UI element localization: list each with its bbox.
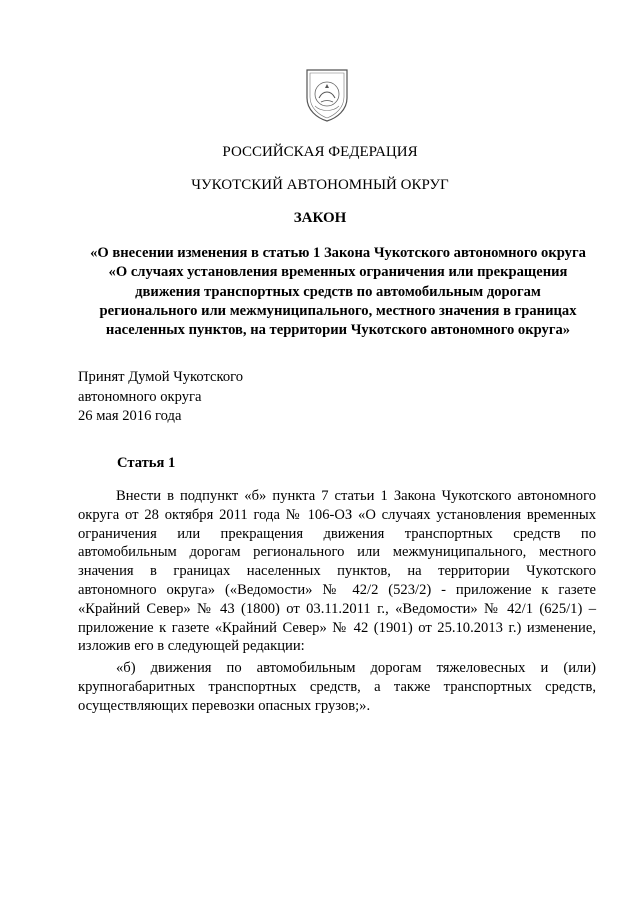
paragraph-line: приложение к газете «Крайний Север» № 42 (1901) от 25.10.2013 г.) изменение,: [78, 619, 596, 636]
title-line: движения транспортных средств по автомобильным дорогам: [135, 283, 541, 300]
country-heading: РОССИЙСКАЯ ФЕДЕРАЦИЯ: [222, 144, 418, 160]
article-heading: Статья 1: [117, 455, 176, 471]
paragraph-line: «б) движения по автомобильным дорогам тяжеловесных и (или): [116, 660, 596, 676]
paragraph-line: ограничения или прекращения движения транспортных средств по: [78, 525, 596, 542]
adoption-line: Принят Думой Чукотского: [78, 369, 244, 385]
adoption-line: автономного округа: [78, 388, 202, 405]
article-paragraph: [78, 487, 596, 656]
title-line: «О внесении изменения в статью 1 Закона Чукотского автономного округа: [90, 245, 586, 261]
coat-of-arms-emblem: [303, 68, 351, 122]
paragraph-line: осуществляющих перевозки опасных грузов;».: [78, 697, 371, 714]
region-heading: ЧУКОТСКИЙ АВТОНОМНЫЙ ОКРУГ: [191, 177, 449, 193]
amendment-text: [78, 659, 596, 715]
title-line: населенных пунктов, на территории Чукотского автономного округа»: [105, 322, 571, 339]
paragraph-line: «Крайний Север» № 43 (1800) от 03.11.2011 г., «Ведомости» № 42/1 (625/1) –: [78, 600, 596, 617]
law-title: [78, 244, 598, 340]
paragraph-line: изложив его в следующей редакции:: [78, 638, 305, 655]
title-line: регионального или межмуниципального, местного значения в границах: [99, 302, 577, 319]
paragraph-line: округа от 28 октября 2011 года № 106-ОЗ «О случаях установления временных: [78, 506, 596, 523]
adoption-date: 26 мая 2016 года: [78, 408, 182, 424]
paragraph-line: значения в границах населенных пунктов, на территории Чукотского: [78, 563, 596, 580]
paragraph-line: автомобильным дорогам регионального или межмуниципального, местного: [78, 544, 596, 561]
adoption-note: [78, 368, 243, 427]
title-line: «О случаях установления временных ограничения или прекращения: [108, 264, 568, 281]
paragraph-line: автономного округа» («Ведомости» № 42/2 (523/2) - приложение к газете: [78, 581, 596, 598]
paragraph-line: крупногабаритных транспортных средств, а также транспортных средств,: [78, 678, 596, 695]
document-type: ЗАКОН: [293, 210, 347, 226]
paragraph-line: Внести в подпункт «б» пункта 7 статьи 1 Закона Чукотского автономного: [116, 488, 596, 504]
